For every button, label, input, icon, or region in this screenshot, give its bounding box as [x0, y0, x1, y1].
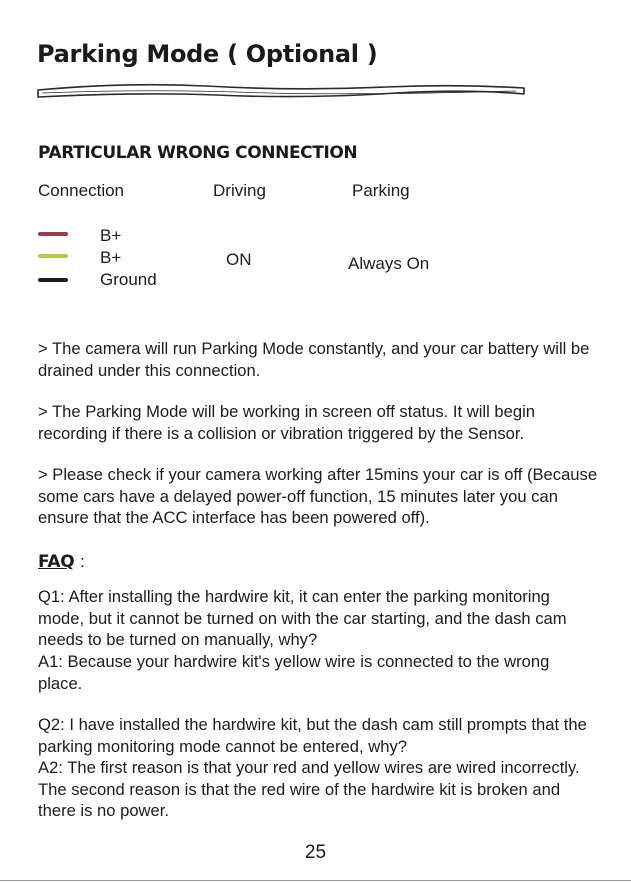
faq-answer: A2: The first reason is that your red and yellow wires are wired incorrectly. The second reason is that the red wire of the hardwire kit is broken and there is no power. [38, 758, 580, 820]
note-paragraph: > Please check if your camera working after 15mins your car is off (Because some cars have a delayed power-off function, 15 minutes later you can ensure that the ACC interface has been powered off). [38, 465, 598, 527]
faq-heading: FAQ [38, 552, 75, 572]
faq-question: Q1: After installing the hardwire kit, it can enter the parking monitoring mode, but it cannot be turned on with the car starting, and the dash cam needs to be turned on manually, why? [38, 587, 567, 649]
faq-question: Q2: I have installed the hardwire kit, but the dash cam still prompts that the parking monitoring mode cannot be entered, why? [38, 715, 587, 756]
parking-value: Always On [348, 254, 430, 273]
yellow-wire-swatch [38, 254, 68, 258]
column-header-parking: Parking [352, 181, 410, 200]
driving-value: ON [226, 250, 252, 269]
faq-colon: : [80, 552, 85, 571]
page-number: 25 [304, 842, 327, 863]
note-paragraph: > The camera will run Parking Mode constantly, and your car battery will be drained under this connection. [38, 339, 590, 380]
column-header-connection: Connection [38, 181, 125, 200]
wire-label-ground: Ground [100, 270, 157, 289]
bottom-divider [0, 880, 631, 881]
wire-label-yellow: B+ [100, 248, 122, 267]
red-wire-swatch [38, 232, 68, 236]
section-heading: PARTICULAR WRONG CONNECTION [38, 143, 358, 163]
black-wire-swatch [38, 278, 68, 282]
faq-answer: A1: Because your hardwire kit's yellow wire is connected to the wrong place. [38, 652, 550, 693]
note-paragraph: > The Parking Mode will be working in screen off status. It will begin recording if there is a collision or vibration triggered by the Sensor. [38, 402, 535, 443]
wavy-underline-decoration [36, 80, 528, 102]
wire-label-red: B+ [100, 226, 122, 245]
page-title: Parking Mode ( Optional ) [37, 40, 378, 68]
column-header-driving: Driving [213, 181, 266, 200]
